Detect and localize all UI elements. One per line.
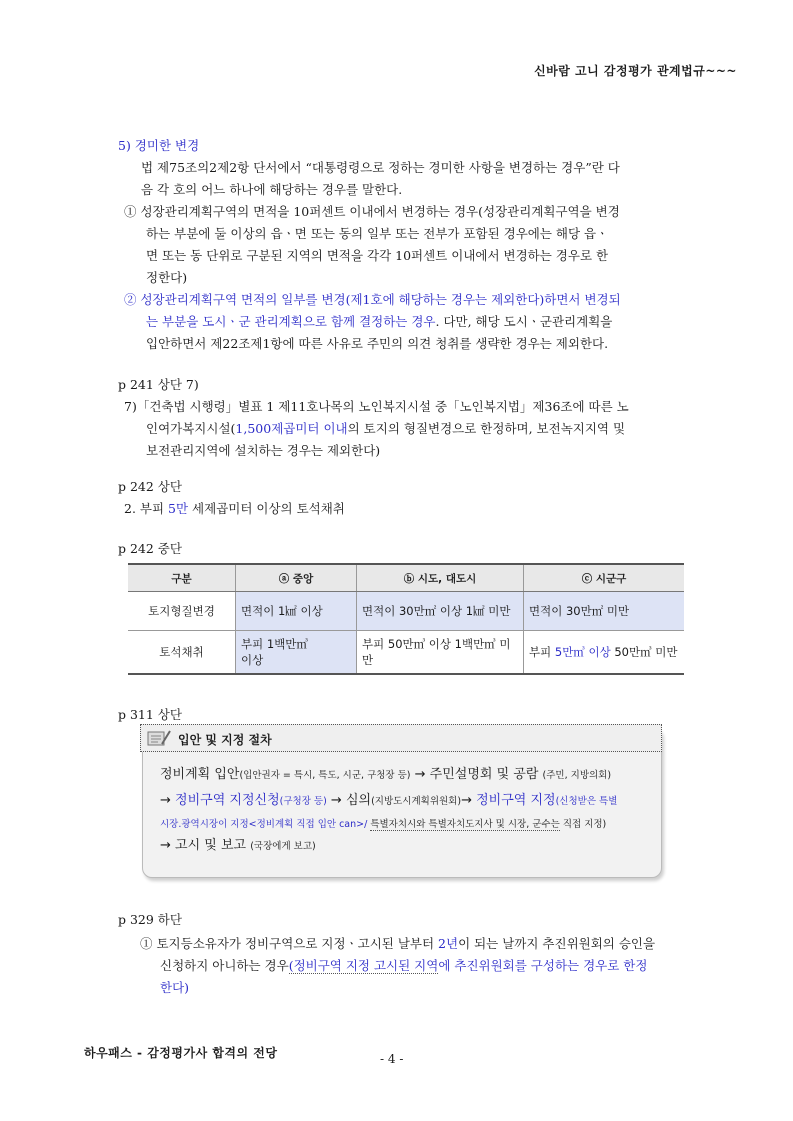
table-header: ⓒ 시군구 [524,564,685,592]
procedure-line [160,764,611,787]
page-ref: p 311 상단 [118,707,182,722]
page-ref: p 242 중단 [118,541,182,556]
page-ref: p 242 상단 [118,479,182,494]
item-line [160,955,647,976]
highlight-text: 5만㎥ 이상 [554,645,611,659]
table-cell: 면적이 1㎢ 이상 [236,592,357,631]
table-header-row [128,564,684,592]
table-cell: 면적이 30만㎡ 이상 1㎢ 미만 [357,592,524,631]
section-title: 5) 경미한 변경 [118,138,200,153]
step-text: → [461,793,477,808]
item-line: 입안하면서 제22조제1항에 따른 사유로 주민의 의견 청취를 생략한 경우는 제외한다. [146,336,609,351]
step-note: (지방도시계획위원회) [371,796,462,807]
table-cell [236,631,357,675]
footer-text: 하우패스 - 감정평가사 합격의 전당 [84,1046,278,1060]
body-text: 이 되는 날까지 추진위원회의 승인을 [458,936,656,951]
table-cell: 부피 50만㎥ 이상 1백만㎥ 미만 [357,631,524,675]
item-line [146,418,625,439]
item-line [124,498,345,519]
step-text: → 주민설명회 및 공람 [410,767,543,782]
step-text: → 심의 [326,793,372,808]
intro-line: 법 제75조의2제2항 단서에서 “대통령령으로 정하는 경미한 사항을 변경하는 경우”란 다 [141,160,620,175]
step-note: 특별자치시와 특별자치도지사 및 시장, 군수는 [370,819,560,830]
cell-line: 이상 [241,653,264,667]
step-note: 시장.광역시장이 지정<정비계획 직접 입안 can>/ [160,819,371,830]
table-cell: 면적이 30만㎡ 미만 [524,592,685,631]
highlight-text: 5만 [168,501,189,516]
notepad-icon [146,728,172,748]
item-line: 보전관리지역에 설치하는 경우는 제외한다) [146,443,381,458]
step-note: (국장에게 보고) [250,841,316,852]
highlight-text: 1,500제곱미터 이내 [235,421,348,436]
item-line: 하는 부분에 둘 이상의 읍ㆍ면 또는 동의 일부 또는 전부가 포함된 경우에는 해당 읍ㆍ [146,226,609,241]
highlight-text: 2년 [438,936,459,951]
highlight-text: 에 추진위원회를 구성하는 경우로 한정 [438,958,648,973]
item-line: 정한다) [146,270,188,285]
procedure-line [160,790,617,813]
procedure-box-title: 입안 및 지정 절차 [178,733,272,747]
page-ref: p 329 하단 [118,912,182,927]
table-cell: 토석채취 [128,631,236,675]
step-note: (주민, 지방의회) [542,770,612,781]
body-text: 의 토지의 형질변경으로 한정하며, 보전녹지지역 및 [347,421,626,436]
body-text: 신청하지 아니하는 경우 [160,958,289,973]
body-text: ① 토지등소유자가 정비구역으로 지정ㆍ고시된 날부터 [140,936,439,951]
step-text: → [160,793,176,808]
cell-line: 부피 1백만㎥ [241,637,308,651]
body-text: 2. 부피 [124,501,169,516]
item-line: ① 성장관리계획구역의 면적을 10퍼센트 이내에서 변경하는 경우(성장관리계획구역을 변경 [124,204,620,219]
procedure-line [160,813,606,836]
step-note: (신청받은 특별 [555,796,618,807]
item-line: 면 또는 동 단위로 구분된 지역의 면적을 각각 10퍼센트 이내에서 변경하는 경우로 한 [146,248,609,263]
table-row [128,592,684,631]
step-text-highlight: 정비구역 지정 [476,793,556,808]
step-note: (구청장 등) [279,796,327,807]
procedure-line [160,835,316,858]
item-line: 한다) [160,980,190,995]
table-cell: 토지형질변경 [128,592,236,631]
table-header: 구분 [128,564,236,592]
highlight-text: (정비구역 지정 고시된 지역 [288,958,439,973]
step-note: 직접 지정) [559,819,607,830]
step-text: 정비계획 입안 [160,767,240,782]
body-text: 세제곱미터 이상의 토석채취 [188,501,345,516]
body-text: 인여가복지시설( [146,421,236,436]
item-line: 7)「건축법 시행령」별표 1 제11호나목의 노인복지시설 중「노인복지법」제36조에 따른 노 [124,399,629,414]
permit-table [128,563,684,675]
running-header: 신바람 고니 감정평가 관계법규~~~ [534,64,737,78]
step-text: → 고시 및 보고 [160,838,251,853]
item-line [146,311,612,332]
step-note: (입안권자 = 특시, 특도, 시군, 구청장 등) [239,770,411,781]
table-header: ⓐ 중앙 [236,564,357,592]
cell-text: 부피 [529,645,555,659]
highlight-text: 는 부분을 도시ㆍ군 관리계획으로 함께 결정하는 경우 [146,314,436,329]
step-text-highlight: 정비구역 지정신청 [175,793,280,808]
table-row [128,631,684,675]
table-cell [524,631,685,675]
intro-line: 음 각 호의 어느 하나에 해당하는 경우를 말한다. [141,182,403,197]
table-header: ⓑ 시도, 대도시 [357,564,524,592]
cell-text: 50만㎥ 미만 [610,645,678,659]
item-line: ② 성장관리계획구역 면적의 일부를 변경(제1호에 해당하는 경우는 제외한다)하면서 변경되 [124,292,621,307]
item-line [140,933,655,954]
page-ref: p 241 상단 7) [118,377,199,392]
page-number: - 4 - [380,1052,404,1066]
body-text: . 다만, 해당 도시ㆍ군관리계획을 [435,314,613,329]
